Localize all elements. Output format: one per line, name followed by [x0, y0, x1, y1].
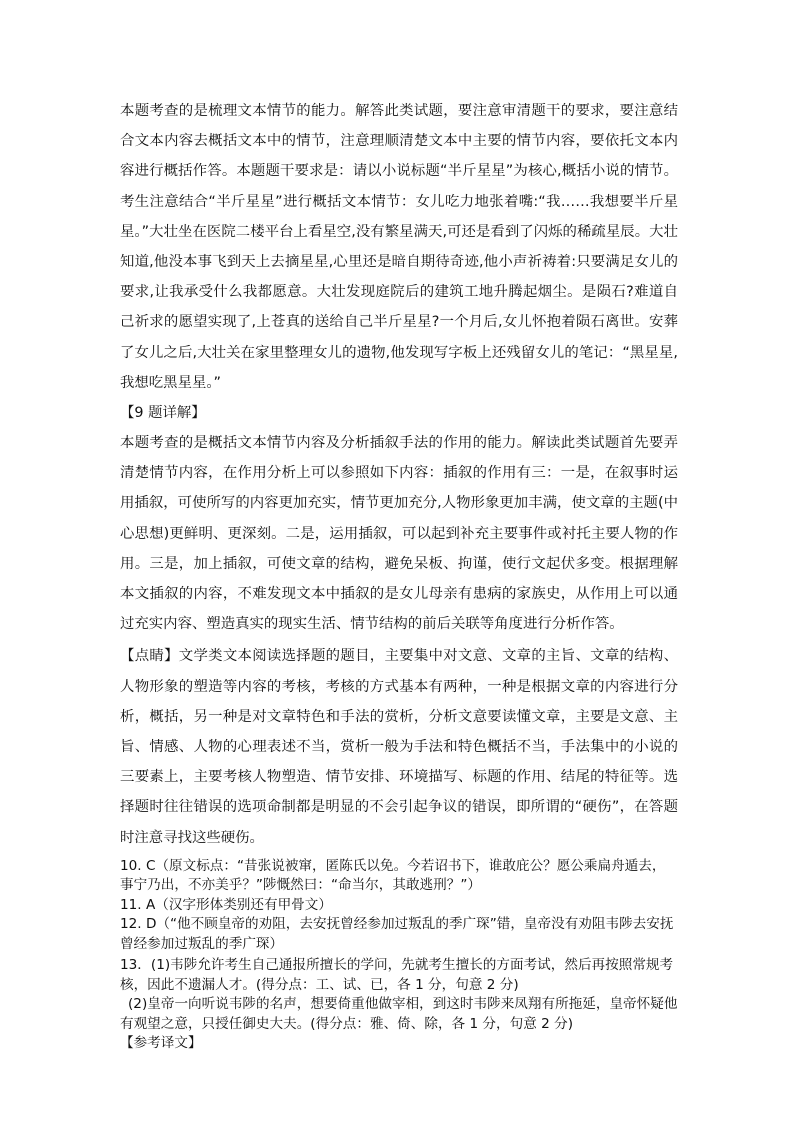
answer-13-part-1: 13．(1)韦陟允许考生自己通报所擅长的学问，先就考生擅长的方面考试，然后再按照常规考核，因此不遗漏人才。(得分点：工、试、已，各 1 分，句意 2 分): [120, 957, 674, 993]
answer-11: 11. A（汉字形体类别还有甲骨文）: [120, 896, 332, 913]
reference-translation-heading: 【参考译文】: [120, 1035, 202, 1052]
answer-10: 10. C（原文标点：“昔张说被窜，匿陈氏以免。今若诏书下，谁敢庇公？愿公乘扁舟遁去，事宁乃出，不亦美乎？”陟慨然曰：“命当尔，其敢逃刑？”）: [120, 857, 666, 894]
answer-12: 12. D（“他不顾皇帝的劝阻，去安抚曾经参加过叛乱的季广琛”错，皇帝没有劝阻韦陟去安抚曾经参加过叛乱的季广琛）: [120, 916, 674, 952]
answer-13-part-2: (2)皇帝一向听说韦陟的名声，想要倚重他做宰相，到这时韦陟来凤翔有所拖延，皇帝怀疑他有观望之意，只授任御史大夫。(得分点：雅、倚、除，各 1 分，句意 2 分): [120, 996, 678, 1032]
paragraph-key-points: 【点睛】文学类文本阅读选择题的题目，主要集中对文意、文章的主旨、文章的结构、人物形象的塑造等内容的考核，考核的方式基本有两种，一种是根据文章的内容进行分析，概括，另一种是对文章特色和手法的赏析，分析文意要读懂文章，主要是文意、主旨、情感、人物的心理表述不当，赏析一般为手法和特色概括不当，手法集中的小说的三要素上，主要考核人物塑造、情节安排、环境描写、标题的作用、结尾的特征等。选择题时往往错误的选项命制都是明显的不会引起争议的错误，即所谓的“硬伤”，在答题时注意寻找这些硬伤。: [120, 648, 678, 846]
paragraph-plot-analysis: 本题考查的是梳理文本情节的能力。解答此类试题，要注意审清题干的要求，要注意结合文本内容去概括文本中的情节，注意理顺清楚文本中主要的情节内容，要依托文本内容进行概括作答。本题题干要求是：请以小说标题“半斤星星”为核心,概括小说的情节。考生注意结合“半斤星星”进行概括文本情节：女儿吃力地张着嘴:“我……我想要半斤星星。”大壮坐在医院二楼平台上看星空,没有繁星满天,可还是看到了闪烁的稀疏星辰。大壮知道,他没本事飞到天上去摘星星,心里还是暗自期待奇迹,他小声祈祷着:只要满足女儿的要求,让我承受什么我都愿意。大壮发现庭院后的建筑工地升腾起烟尘。是陨石?难道自己祈求的愿望实现了,上苍真的送给自己半斤星星?一个月后,女儿怀抱着陨石离世。安葬了女儿之后,大壮关在家里整理女儿的遗物,他发现写字板上还残留女儿的笔记：“黑星星,我想吃黑星星。”: [120, 103, 678, 391]
document-page: [120, 96, 678, 1054]
paragraph-flashback-analysis: 本题考查的是概括文本情节内容及分析插叙手法的作用的能力。解读此类试题首先要弄清楚情节内容，在作用分析上可以参照如下内容：插叙的作用有三：一是，在叙事时运用插叙，可使所写的内容更加充实，情节更加充分,人物形象更加丰满，使文章的主题(中心思想)更鲜明、更深刻。二是，运用插叙，可以起到补充主要事件或衬托主要人物的作用。三是，加上插叙，可使文章的结构，避免呆板、拘谨，使行文起伏多变。根据理解本文插叙的内容，不难发现文本中插叙的是女儿母亲有患病的家族史，从作用上可以通过充实内容、塑造真实的现实生活、情节结构的前后关联等角度进行分析作答。: [120, 435, 678, 633]
section-heading-q9: 【9 题详解】: [120, 405, 206, 422]
